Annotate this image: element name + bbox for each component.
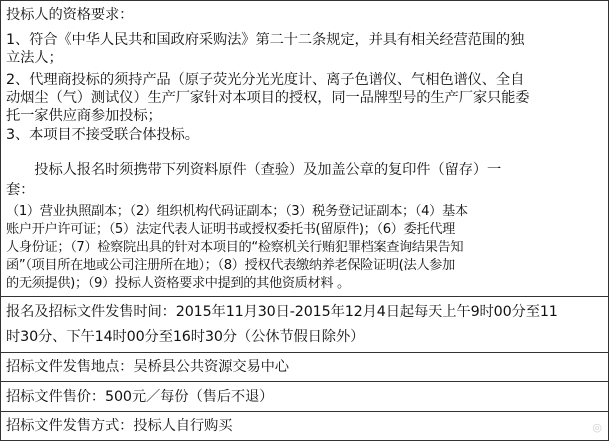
price-cell — [1, 382, 608, 412]
price-text: 招标文件售价：500元／每份（售后不退） — [6, 389, 274, 405]
sale-method-text: 招标文件发售方式：投标人自行购买 — [6, 418, 233, 434]
sale-method-cell — [1, 412, 608, 440]
requirement-2-line-1: 2、代理商投标的须持产品（原子荧光分光光度计、离子色谱仪、气相色谱仪、全自 — [6, 72, 525, 88]
documents-list-line-3: 人身份证；（7）检察院出具的针对本项目的“检察机关行贿犯罪档案查询结果告知 — [6, 240, 464, 255]
documents-list-line-2: 账户开户许可证；（5）法定代表人证明书或授权委托书(留原件)；（6）委托代理 — [6, 222, 455, 237]
documents-list-line-4: 函”（项目所在地或公司注册所在地）；（8）授权代表缴纳养老保险证明(法人参加 — [6, 258, 455, 273]
requirements-cell — [1, 1, 608, 297]
documents-intro-line-2: 套： — [6, 182, 35, 198]
requirement-2-line-3: 托一家供应商参加投标； — [6, 108, 162, 124]
registration-time-line-2: 时30分、下午14时00分至16时30分（公休节假日除外） — [6, 329, 365, 345]
requirement-2-line-2: 动烟尘（气）测试仪）生产厂家针对本项目的授权，同一品牌型号的生产厂家只能委 — [6, 90, 530, 106]
requirement-1-line-2: 立法人； — [6, 50, 63, 66]
sale-location-text: 招标文件发售地点：吴桥县公共资源交易中心 — [6, 359, 289, 375]
requirement-3: 3、本项目不接受联合体投标。 — [6, 127, 199, 143]
documents-list-line-5: 的无须提供)；（9）投标人资格要求中提到的其他资质材料 。 — [6, 276, 350, 291]
documents-list-line-1: （1）营业执照副本；（2）组织机构代码证副本；（3）税务登记证副本；（4）基本 — [6, 204, 468, 219]
watermark-logo: ◎ — [592, 421, 602, 434]
registration-time-cell — [1, 297, 608, 353]
requirements-heading: 投标人的资格要求： — [6, 7, 134, 23]
sale-location-cell — [1, 353, 608, 382]
registration-time-line-1: 报名及招标文件发售时间：2015年11月30日-2015年12月4日起每天上午9时00分至11 — [6, 304, 558, 320]
documents-intro-line-1: 投标人报名时须携带下列资料原件（查验）及加盖公章的复印件（留存）一 — [6, 162, 502, 178]
requirement-1-line-1: 1、符合《中华人民共和国政府采购法》第二十二条规定，并具有相关经营范围的独 — [6, 32, 525, 48]
